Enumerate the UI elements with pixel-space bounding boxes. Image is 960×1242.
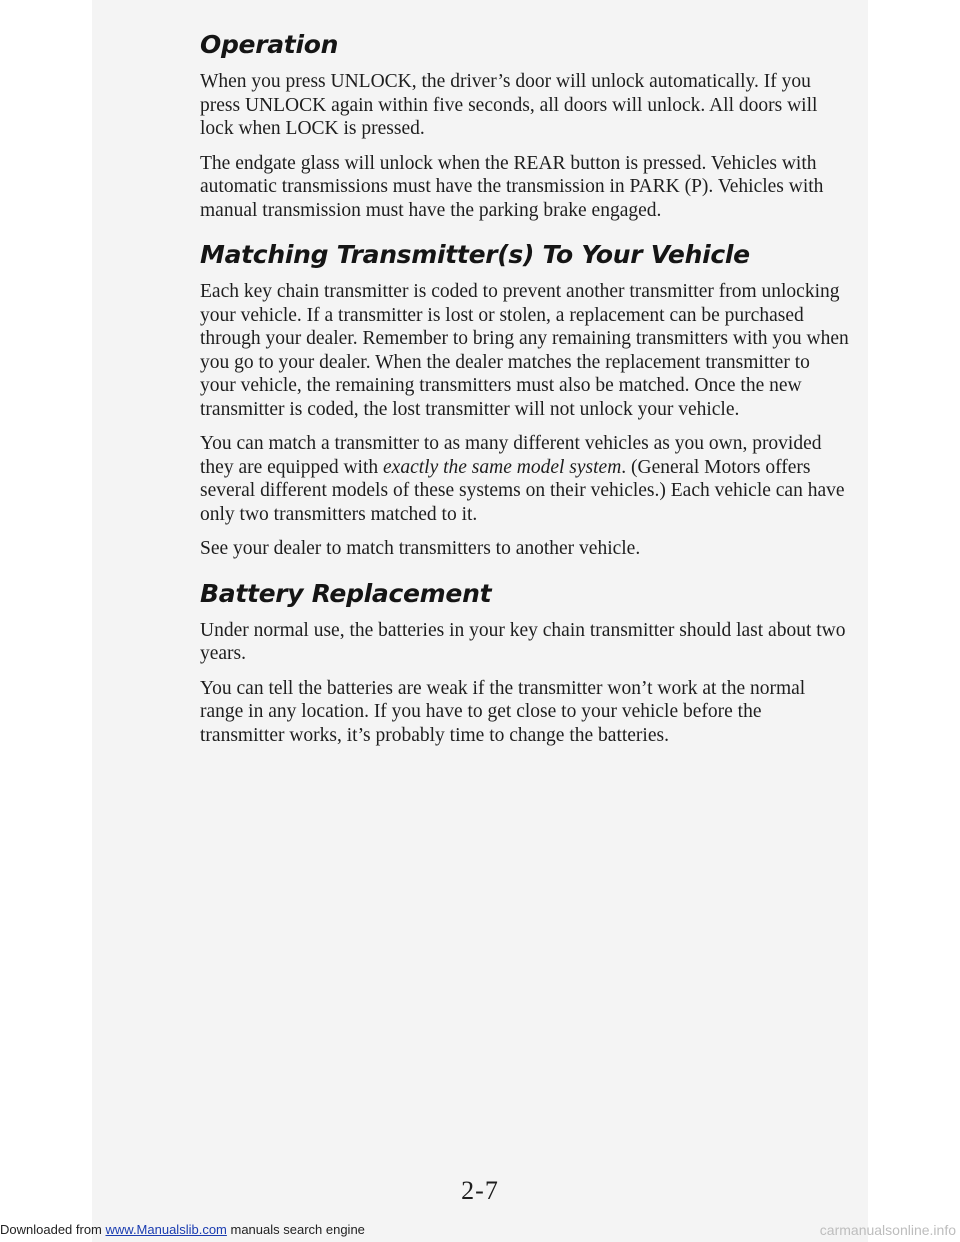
section-matching-transmitters xyxy=(200,240,850,561)
paragraph-text: . (General Motors offers several different models of these systems on their vehicles.) Each vehicle can have only two transmitters matched to it. xyxy=(200,456,845,525)
paragraph-text: You can match a transmitter to as many different vehicles as you own, provided they are equipped with xyxy=(200,433,822,478)
heading-battery-replacement: Battery Replacement xyxy=(200,578,492,608)
paragraph: The endgate glass will unlock when the REAR button is pressed. Vehicles with automatic transmissions must have the transmission in PARK (P). Vehicles with manual transmission must have the parking brake engaged. xyxy=(200,152,824,221)
footer-suffix: manuals search engine xyxy=(226,1222,365,1237)
paragraph: See your dealer to match transmitters to another vehicle. xyxy=(200,538,641,559)
paragraph: When you press UNLOCK, the driver’s door will unlock automatically. If you press UNLOCK again within five seconds, all doors will unlock. All doors will lock when LOCK is pressed. xyxy=(200,71,818,139)
paragraph xyxy=(200,432,850,526)
download-footer xyxy=(0,1222,365,1237)
paragraph: Each key chain transmitter is coded to prevent another transmitter from unlocking your vehicle. If a transmitter is lost or stolen, a replacement can be purchased through your dealer. Remember to bring any remaining transmitters with you when you go to your dealer. When the dealer matches the replacement transmitter to your vehicle, the remaining transmitters must also be matched. Once the new transmitter is coded, the lost transmitter will not unlock your vehicle. xyxy=(200,281,849,420)
page-content xyxy=(200,30,850,765)
watermark: carmanualsonline.info xyxy=(819,1222,956,1238)
section-battery-replacement xyxy=(200,579,850,748)
paragraph: Under normal use, the batteries in your key chain transmitter should last about two years. xyxy=(200,619,846,664)
emphasis-text: exactly the same model system xyxy=(383,456,622,478)
paragraph: You can tell the batteries are weak if the transmitter won’t work at the normal range in any location. If you have to get close to your vehicle before the transmitter works, it’s probably time to change the batteries. xyxy=(200,677,806,746)
footer-prefix: Downloaded from xyxy=(0,1222,106,1237)
section-operation xyxy=(200,30,850,222)
heading-matching-transmitters: Matching Transmitter(s) To Your Vehicle xyxy=(200,240,750,269)
page-number: 2-7 xyxy=(461,1176,499,1205)
manualslib-link[interactable]: www.Manualslib.com xyxy=(105,1222,227,1237)
heading-operation: Operation xyxy=(200,30,339,59)
